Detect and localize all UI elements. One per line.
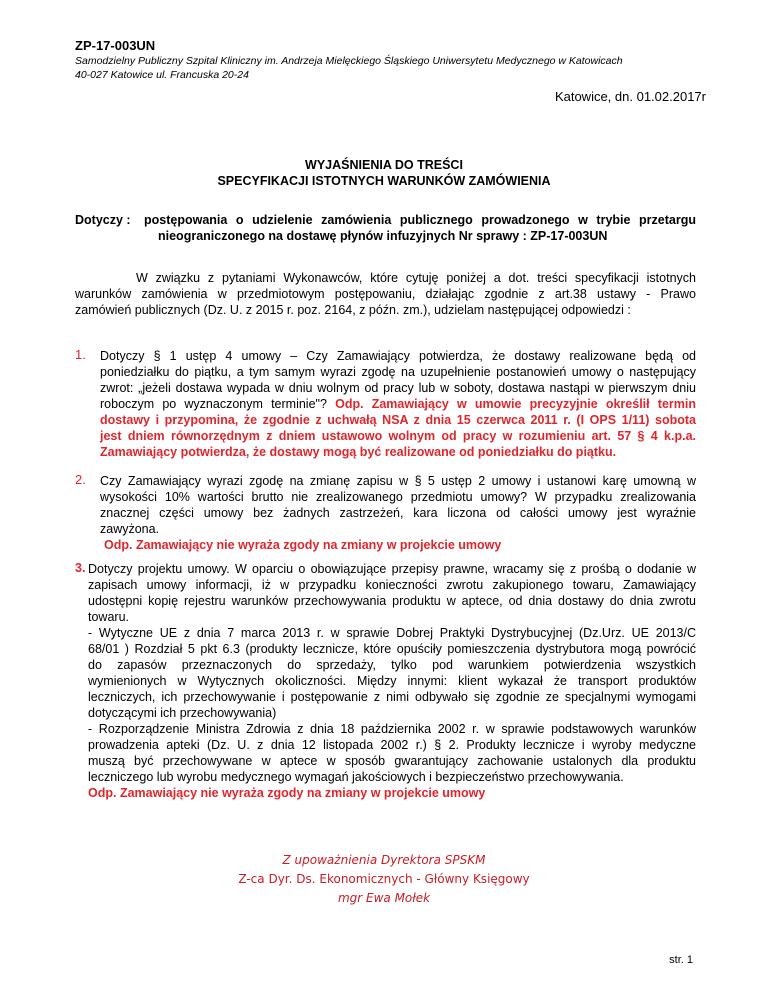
signature-line-3: mgr Ewa Mołek — [337, 891, 431, 905]
document-date: Katowice, dn. 01.02.2017r — [554, 89, 706, 104]
item-1-answer-line: jest dniem równorzędnym z dniem ustawowo wolnym od pracy w rozumieniu art. 57 § 4 k.p.a. — [100, 429, 696, 443]
case-number: ZP-17-003UN — [75, 38, 156, 53]
subject-label: Dotyczy : — [75, 213, 131, 227]
item-3-line: dotyczącymi ich przechowywania) — [88, 706, 277, 720]
item-1-line: Dotyczy § 1 ustęp 4 umowy – Czy Zamawiający potwierdza, że dostawy realizowane będą od — [100, 349, 696, 363]
subject-line-1: postępowania o udzielenie zamówienia publicznego prowadzonego w trybie przetargu — [144, 213, 696, 227]
item-2-number: 2. — [75, 472, 86, 487]
item-1-answer-line: dostawy i przypomina, że zgodnie z uchwałą NSA z dnia 15 czerwca 2011 r. (I OPS 1/11) sobota — [100, 413, 696, 427]
item-2-answer: Odp. Zamawiający nie wyraża zgody na zmiany w projekcie umowy — [104, 538, 502, 552]
document-title — [0, 157, 768, 189]
subject-line-2: nieograniczonego na dostawę płynów infuzyjnych Nr sprawy : ZP-17-003UN — [158, 229, 608, 243]
item-3-line: - Rozporządzenie Ministra Zdrowia z dnia 18 października 2002 r. w sprawie podstawowych warunków — [88, 722, 696, 736]
item-3-answer: Odp. Zamawiający nie wyraża zgody na zmiany w projekcie umowy — [88, 786, 486, 800]
item-3-line: 68/01 ) Rozdział 5 pkt 6.3 (produkty lecznicze, które opuściły pomieszczenia dystrybutora mogą powrócić — [88, 642, 696, 656]
item-3-line: muszą być przechowywane w aptece w sposób gwarantujący zachowanie ustalonych dla produktu — [88, 754, 696, 768]
title-line-1: WYJAŚNIENIA DO TREŚCI — [305, 158, 463, 172]
item-3-line: towaru. — [88, 610, 129, 624]
item-3-line: do zapasów przeznaczonych do sprzedaży, tylko pod warunkiem potwierdzenia wszystkich — [88, 658, 696, 672]
item-3-line: leczniczego lub wyrobu medycznego wymagań jakościowych i bezpieczeństwo przechowywania. — [88, 770, 624, 784]
item-3-line: zapisach umowy informacji, iż w przypadku konieczności zwrotu zakupionego towaru, Zamawiający — [88, 578, 696, 592]
item-3-line: leczniczych, ich przechowywanie i postępowanie z nimi odbywało się zgodnie ze specjalnymi wymogami — [88, 690, 696, 704]
item-1-line: poniedziałku do piątku, a tym samym wyrazi zgodę na uzupełnienie postanowień umowy o następujący — [100, 365, 696, 379]
item-1-number: 1. — [75, 347, 86, 362]
item-2-line: wysokości 10% wartości brutto nie zrealizowanego przedmiotu umowy? W przypadku zrealizowania — [100, 490, 696, 504]
signature-block — [0, 851, 768, 908]
item-2-line: zawyżona. — [100, 522, 160, 536]
item-1-answer-line: Zamawiający potwierdza, że dostawy mogą być realizowane od poniedziałku do piątku. — [100, 445, 617, 459]
institution-address: 40-027 Katowice ul. Francuska 20-24 — [75, 69, 249, 81]
item-1-question-end: roboczym po wyznaczonym terminie"? — [100, 397, 327, 411]
signature-line-1: Z upoważnienia Dyrektora SPSKM — [282, 853, 486, 867]
title-line-2: SPECYFIKACJI ISTOTNYCH WARUNKÓW ZAMÓWIENIA — [217, 174, 551, 188]
item-3-line: wymienionych w Wytycznych okoliczności. Między innymi: klient wykazał że transport produktów — [88, 674, 696, 688]
item-3-number: 3. — [75, 561, 86, 575]
item-3-line: prowadzenia apteki (Dz. U. z dnia 12 listopada 2002 r.) § 2. Produkty lecznicze i wyroby medyczne — [88, 738, 696, 752]
item-1-line: zwrot: „jeżeli dostawa wypada w dniu wolnym od pracy lub w soboty, dostawa nastąpi w pierwszym dniu — [100, 381, 696, 395]
item-1-answer-start: Odp. Zamawiający w umowie precyzyjnie określił termin — [335, 397, 696, 411]
item-3-line: - Wytyczne UE z dnia 7 marca 2013 r. w sprawie Dobrej Praktyki Dystrybucyjnej (Dz.Urz. UE 2013/C — [88, 626, 696, 640]
page-number: str. 1 — [669, 954, 693, 966]
item-1-mixed-line — [100, 396, 696, 412]
intro-line-2: warunków zamówienia w przedmiotowym postępowaniu, działając zgodnie z art.38 ustawy - Prawo — [75, 287, 696, 301]
institution-name: Samodzielny Publiczny Szpital Kliniczny im. Andrzeja Mielęckiego Śląskiego Uniwersytetu Medycznego w Katowicach — [75, 55, 623, 67]
signature-line-2: Z-ca Dyr. Ds. Ekonomicznych - Główny Księgowy — [238, 872, 530, 886]
item-3-line: udostępni kopię rejestru warunków przechowywania produktu w aptece, od dnia dostawy do dnia zwrotu — [88, 594, 696, 608]
intro-line-1: W związku z pytaniami Wykonawców, które cytuję poniżej a dot. treści specyfikacji istotnych — [136, 271, 696, 285]
intro-line-3: zamówień publicznych (Dz. U. z 2015 r. poz. 2164, z późn. zm.), udzielam następującej odpowiedzi : — [75, 303, 631, 317]
item-3-first-line: Dotyczy projektu umowy. W oparciu o obowiązujące przepisy prawne, wracamy się z prośbą o dodanie w — [88, 562, 696, 576]
item-2-line: Czy Zamawiający wyrazi zgodę na zmianę zapisu w § 5 ustęp 2 umowy i ustanowi karę umowną w — [100, 474, 696, 488]
item-2-line: znacznej części umowy bez żadnych zastrzeżeń, kara liczona od całości umowy jest wyraźnie — [100, 506, 696, 520]
